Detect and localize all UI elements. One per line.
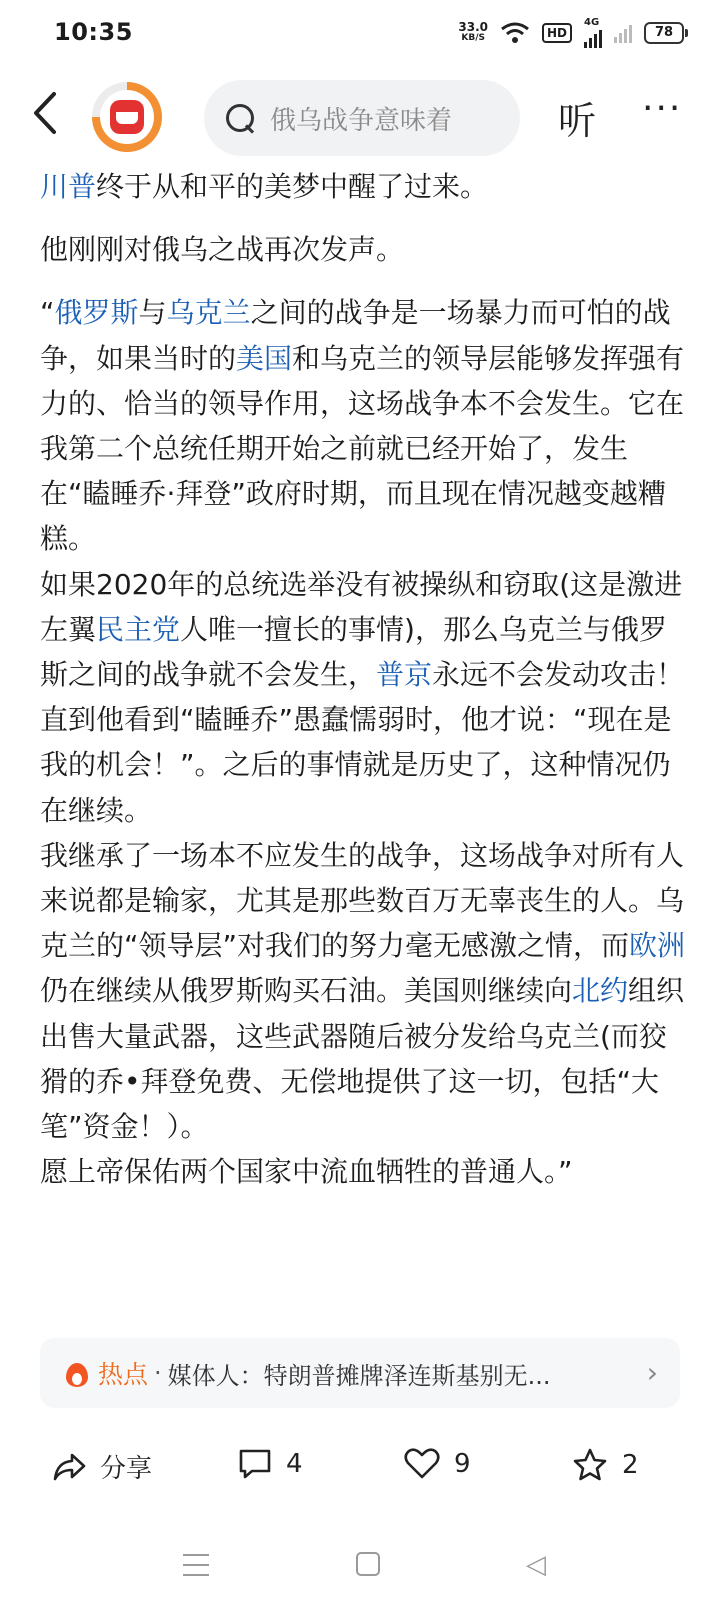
paragraph-text: 人唯一擅长的事情)，那么乌克兰与俄罗斯之间的战争就不会发生， <box>40 612 667 692</box>
recent-apps-icon[interactable] <box>183 1554 209 1584</box>
hot-topic-separator: · <box>154 1359 162 1387</box>
battery-icon <box>644 22 684 44</box>
entity-link[interactable]: 普京 <box>376 658 433 692</box>
system-nav-bar <box>0 1538 720 1598</box>
entity-link[interactable]: 北约 <box>572 974 629 1008</box>
heart-icon <box>404 1448 440 1480</box>
comment-icon <box>238 1448 272 1480</box>
share-icon <box>52 1452 86 1482</box>
action-bar <box>0 1448 720 1508</box>
search-icon <box>226 104 254 132</box>
back-chevron-icon <box>30 90 60 136</box>
hd-badge: HD <box>542 23 572 43</box>
share-button[interactable] <box>52 1448 152 1485</box>
paragraph-text: 如果2020年的总统选举没有被操纵和窃取(这是激进左翼 <box>40 567 683 646</box>
listen-button[interactable]: 听 <box>558 99 597 143</box>
comment-button[interactable] <box>238 1448 303 1480</box>
chevron-right-icon: › <box>646 1356 658 1389</box>
paragraph-text: 组织出售大量武器，这些武器随后被分发给乌克兰(而狡猾的乔•拜登免费、无偿地提供了这一切，包括“大笔”资金！）。 <box>40 974 685 1144</box>
paragraph <box>40 290 690 561</box>
network-speed-value: 33.0 <box>458 20 488 34</box>
entity-link[interactable]: 美国 <box>236 341 293 375</box>
network-type: 4G <box>584 17 600 28</box>
home-icon[interactable] <box>356 1552 380 1576</box>
search-placeholder: 俄乌战争意味着 <box>270 105 453 136</box>
paragraph <box>40 562 690 833</box>
paragraph-text: 终于从和平的美梦中醒了过来。 <box>96 170 489 203</box>
paragraph <box>40 164 690 209</box>
paragraph-text: “ <box>40 296 55 330</box>
hot-topic-bar[interactable] <box>40 1338 680 1408</box>
favorite-count: 2 <box>622 1450 639 1480</box>
network-speed <box>458 22 488 44</box>
status-icons <box>458 18 684 48</box>
battery-level: 78 <box>654 25 674 40</box>
paragraph-text: 与 <box>138 296 167 330</box>
entity-link[interactable]: 俄罗斯 <box>54 296 139 330</box>
star-icon <box>572 1448 608 1482</box>
system-back-icon[interactable]: ◁ <box>526 1550 546 1580</box>
signal-icon <box>584 28 602 48</box>
paragraph-text: 我继承了一场本不应发生的战争，这场战争对所有人来说都是输家，尤其是那些数百万无辜丧生的人。乌克兰的“领导层”对我们的努力毫无感激之情，而 <box>40 838 685 963</box>
network-speed-unit: KB/S <box>461 33 485 43</box>
clock: 10:35 <box>54 18 133 46</box>
paragraph-text: 仍在继续从俄罗斯购买石油。美国则继续向 <box>40 974 573 1008</box>
hot-topic-label: 热点 <box>98 1360 149 1389</box>
app-logo-icon <box>110 100 144 134</box>
entity-link[interactable]: 民主党 <box>96 612 181 646</box>
paragraph-text: 和乌克兰的领导层能够发挥强有力的、恰当的领导作用，这场战争本不会发生。它在我第二个总统任期开始之前就已经开始了，发生在“瞌睡乔·拜登”政府时期，而且现在情况越变越糟糕。 <box>40 341 685 556</box>
flame-icon <box>66 1359 88 1387</box>
back-button[interactable] <box>30 90 70 140</box>
entity-link[interactable]: 川普 <box>40 170 97 203</box>
paragraph <box>40 833 690 1149</box>
more-menu-button[interactable]: ··· <box>642 88 683 129</box>
like-count: 9 <box>454 1449 471 1479</box>
paragraph-text: 永远不会发动攻击！直到他看到“瞌睡乔”愚蠢懦弱时，他才说：“现在是我的机会！”。之后的事情就是历史了，这种情况仍在继续。 <box>40 658 685 827</box>
share-label: 分享 <box>100 1454 153 1484</box>
app-logo-avatar[interactable] <box>92 82 162 152</box>
wifi-icon <box>500 22 530 44</box>
paragraph-text: 之间的战争是一场暴力而可怕的战争，如果当时的 <box>40 296 671 375</box>
paragraph: 他刚刚对俄乌之战再次发声。 <box>40 233 405 267</box>
hot-topic-text: 媒体人：特朗普摊牌泽连斯基别无... <box>167 1361 551 1390</box>
top-nav <box>0 72 720 162</box>
paragraph: 愿上帝保佑两个国家中流血牺牲的普通人。” <box>40 1155 573 1189</box>
entity-link[interactable]: 欧洲 <box>629 929 686 963</box>
entity-link[interactable]: 乌克兰 <box>166 296 251 330</box>
comment-count: 4 <box>286 1449 303 1479</box>
signal-2-icon <box>614 23 632 43</box>
status-bar <box>0 0 720 64</box>
like-button[interactable] <box>404 1448 471 1480</box>
article-body <box>40 164 690 1194</box>
search-bar[interactable] <box>204 80 520 156</box>
favorite-button[interactable] <box>572 1448 639 1482</box>
